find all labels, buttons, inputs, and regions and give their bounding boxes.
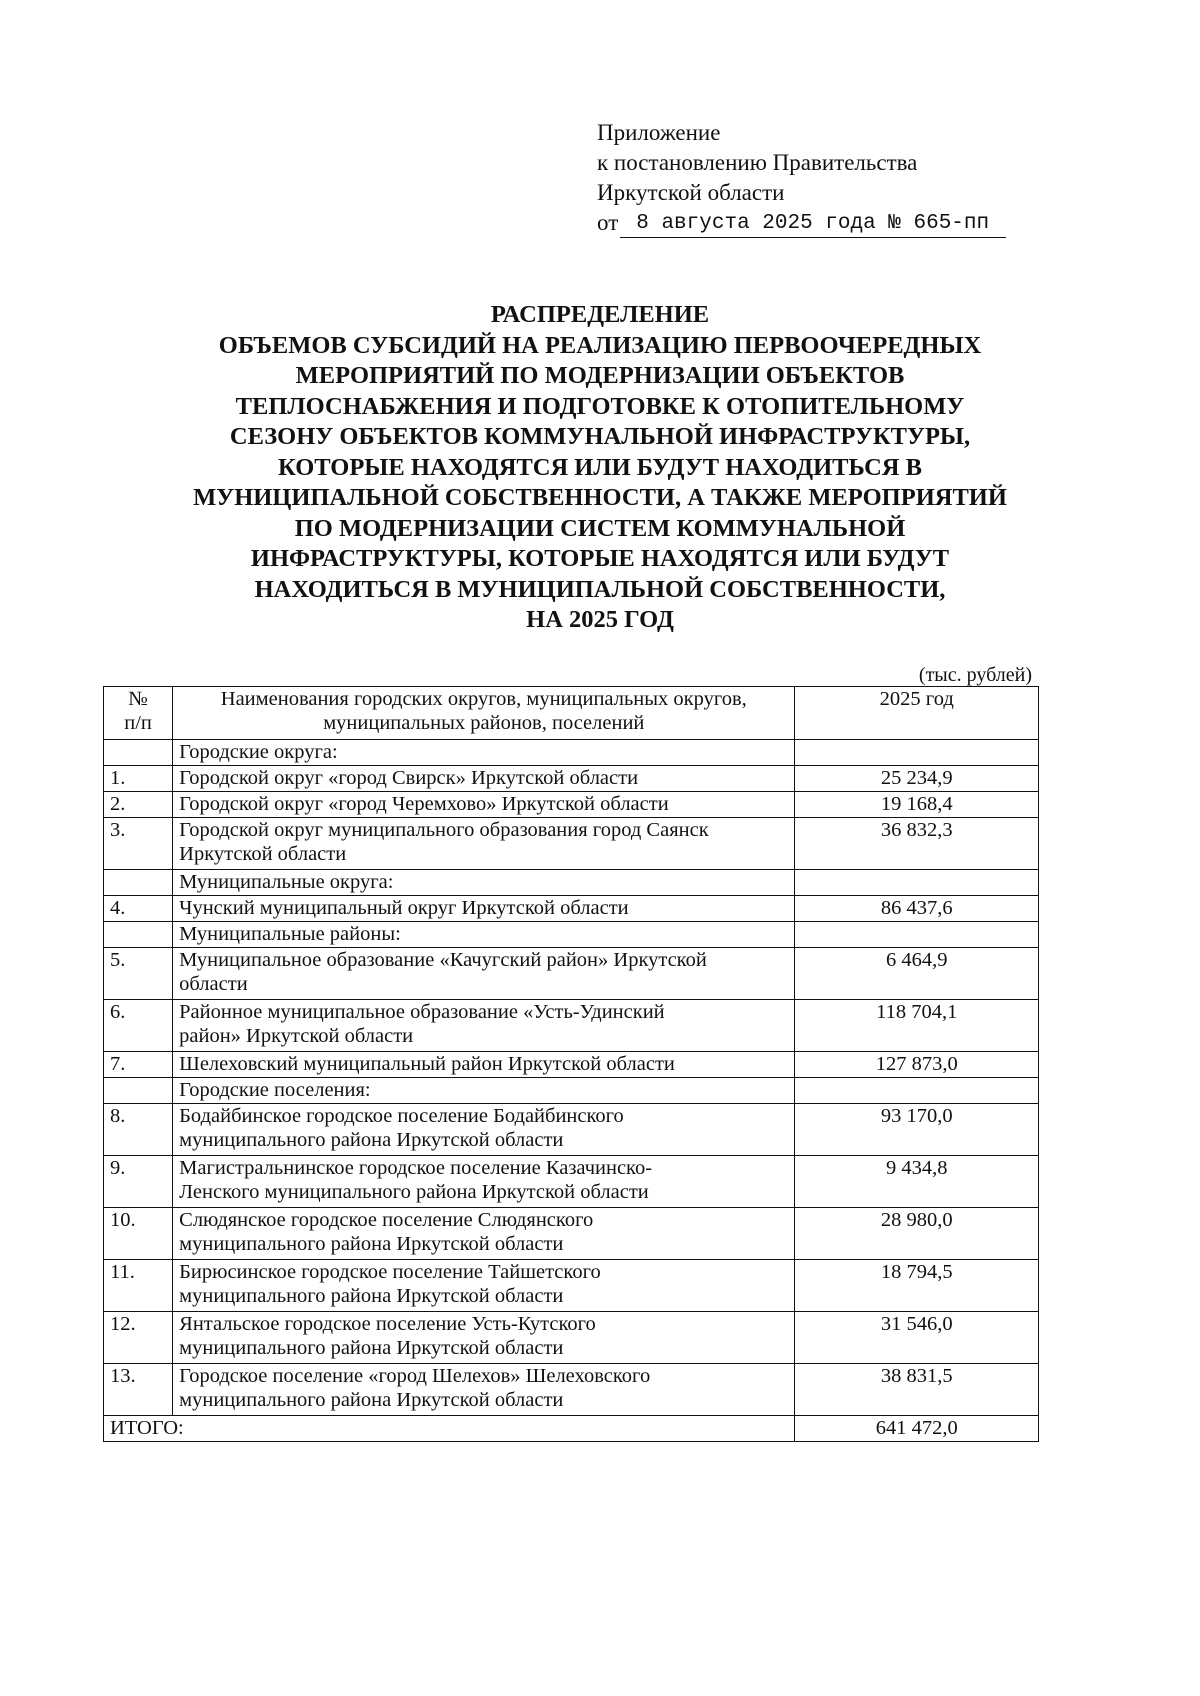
row-number: 3. [104,818,173,870]
table-row [104,1364,1039,1416]
row-name [173,1156,795,1208]
row-value: 9 434,8 [795,1156,1039,1208]
row-name [173,1000,795,1052]
row-name-line1: Муниципальные округа: [179,871,394,893]
row-number: 10. [104,1208,173,1260]
header-name [173,687,795,740]
title-line: ОБЪЕМОВ СУБСИДИЙ НА РЕАЛИЗАЦИЮ ПЕРВООЧЕРЕДНЫХ [218,331,982,359]
row-name-line2: муниципального района Иркутской области [179,1233,564,1255]
annex-date-prefix: от [597,210,619,235]
row-value [795,870,1039,896]
row-number: 4. [104,896,173,922]
row-name [173,766,795,792]
annex-block [597,118,1017,238]
row-number [104,740,173,766]
row-value [795,922,1039,948]
table-section-row [104,740,1039,766]
table-section-row [104,870,1039,896]
annex-date-value: 8 августа 2025 года № 665-пп [620,211,1006,238]
table-body [104,740,1039,1416]
row-name-line1: Бодайбинское городское поселение Бодайбинского [179,1105,624,1127]
row-name-line2: район» Иркутской области [179,1025,414,1047]
table-row [104,1208,1039,1260]
annex-region: Иркутской области [597,180,785,205]
header-number [104,687,173,740]
row-name [173,1312,795,1364]
annex-reference: к постановлению Правительства [597,150,918,175]
row-value: 31 546,0 [795,1312,1039,1364]
row-name-line1: Шелеховский муниципальный район Иркутской области [179,1053,675,1075]
total-row [104,1416,1039,1442]
row-name-line2: муниципального района Иркутской области [179,1285,564,1307]
row-value: 6 464,9 [795,948,1039,1000]
title-line: СЕЗОНУ ОБЪЕКТОВ КОММУНАЛЬНОЙ ИНФРАСТРУКТУРЫ, [229,423,971,450]
table-section-row [104,1078,1039,1104]
row-name-line1: Городское поселение «город Шелехов» Шелеховского [179,1365,651,1387]
title-line: ПО МОДЕРНИЗАЦИИ СИСТЕМ КОММУНАЛЬНОЙ [294,514,906,542]
row-value: 28 980,0 [795,1208,1039,1260]
row-name [173,792,795,818]
table-row [104,896,1039,922]
row-value: 18 794,5 [795,1260,1039,1312]
title-line: ТЕПЛОСНАБЖЕНИЯ И ПОДГОТОВКЕ К ОТОПИТЕЛЬНОМУ [235,392,965,420]
table-row [104,766,1039,792]
title-line: МЕРОПРИЯТИЙ ПО МОДЕРНИЗАЦИИ ОБЪЕКТОВ [295,362,905,389]
row-number [104,870,173,896]
row-name-line2: муниципального района Иркутской области [179,1129,564,1151]
row-number: 7. [104,1052,173,1078]
table-row [104,1000,1039,1052]
row-value: 19 168,4 [795,792,1039,818]
row-number [104,1078,173,1104]
row-name-line1: Районное муниципальное образование «Усть-Удинский [179,1001,665,1023]
row-name [173,1104,795,1156]
row-name-line1: Муниципальное образование «Качугский район» Иркутской [179,949,707,971]
row-value: 36 832,3 [795,818,1039,870]
row-number: 13. [104,1364,173,1416]
row-name [173,740,795,766]
row-name [173,1052,795,1078]
row-number: 9. [104,1156,173,1208]
row-name-line2: муниципального района Иркутской области [179,1337,564,1359]
row-name [173,870,795,896]
table-row [104,1156,1039,1208]
table-row [104,1260,1039,1312]
row-number: 5. [104,948,173,1000]
row-name-line2: области [179,973,248,995]
table-row [104,1052,1039,1078]
row-value [795,1078,1039,1104]
distribution-table [103,686,1039,1442]
row-number: 1. [104,766,173,792]
header-name-line1: Наименования городских округов, муниципальных округов, [220,688,747,710]
table-row [104,818,1039,870]
row-name-line1: Чунский муниципальный округ Иркутской области [179,897,629,919]
table-row [104,1312,1039,1364]
title-line: НА 2025 ГОД [526,606,674,633]
row-name-line1: Городской округ «город Свирск» Иркутской области [179,767,639,789]
row-name [173,1208,795,1260]
total-value: 641 472,0 [795,1416,1039,1442]
row-name [173,922,795,948]
row-number: 2. [104,792,173,818]
row-name [173,948,795,1000]
table-header-row [104,687,1039,740]
annex-title: Приложение [597,120,721,145]
row-value: 86 437,6 [795,896,1039,922]
row-value: 25 234,9 [795,766,1039,792]
row-value [795,740,1039,766]
annex-date-line [597,208,1017,238]
title-line: РАСПРЕДЕЛЕНИЕ [490,301,710,328]
row-name-line1: Городской округ «город Черемхово» Иркутской области [179,793,669,815]
row-number: 6. [104,1000,173,1052]
row-name-line1: Магистральнинское городское поселение Казачинско- [179,1157,653,1179]
row-name-line1: Муниципальные районы: [179,923,401,945]
row-number: 8. [104,1104,173,1156]
row-value: 118 704,1 [795,1000,1039,1052]
row-name [173,1260,795,1312]
row-value: 93 170,0 [795,1104,1039,1156]
table-row [104,948,1039,1000]
row-value: 127 873,0 [795,1052,1039,1078]
row-name-line2: Ленского муниципального района Иркутской области [179,1181,649,1203]
row-name-line2: муниципального района Иркутской области [179,1389,564,1411]
title-line: НАХОДИТЬСЯ В МУНИЦИПАЛЬНОЙ СОБСТВЕННОСТИ, [254,575,946,603]
table-section-row [104,922,1039,948]
row-name-line1: Городской округ муниципального образования город Саянск [179,819,709,841]
header-number-line1: № [128,688,148,710]
row-name [173,896,795,922]
row-value: 38 831,5 [795,1364,1039,1416]
row-number [104,922,173,948]
units-label: (тыс. рублей) [918,664,1032,686]
table-row [104,792,1039,818]
row-number: 12. [104,1312,173,1364]
document-title [100,300,1100,636]
row-name-line1: Бирюсинское городское поселение Тайшетского [179,1261,601,1283]
row-name-line1: Городские округа: [179,741,338,763]
title-line: МУНИЦИПАЛЬНОЙ СОБСТВЕННОСТИ, А ТАКЖЕ МЕРОПРИЯТИЙ [193,484,1007,511]
row-name [173,1364,795,1416]
header-year: 2025 год [795,687,1039,740]
row-name [173,818,795,870]
row-name-line1: Городские поселения: [179,1079,371,1101]
row-name [173,1078,795,1104]
header-name-line2: муниципальных районов, поселений [323,712,645,734]
row-name-line1: Слюдянское городское поселение Слюдянского [179,1209,594,1231]
row-name-line1: Янтальское городское поселение Усть-Кутского [179,1313,596,1335]
row-number: 11. [104,1260,173,1312]
title-line: ИНФРАСТРУКТУРЫ, КОТОРЫЕ НАХОДЯТСЯ ИЛИ БУДУТ [250,545,950,572]
table-row [104,1104,1039,1156]
total-label: ИТОГО: [104,1416,795,1442]
title-line: КОТОРЫЕ НАХОДЯТСЯ ИЛИ БУДУТ НАХОДИТЬСЯ В [278,453,922,481]
row-name-line2: Иркутской области [179,843,347,865]
header-number-line2: п/п [124,712,152,734]
